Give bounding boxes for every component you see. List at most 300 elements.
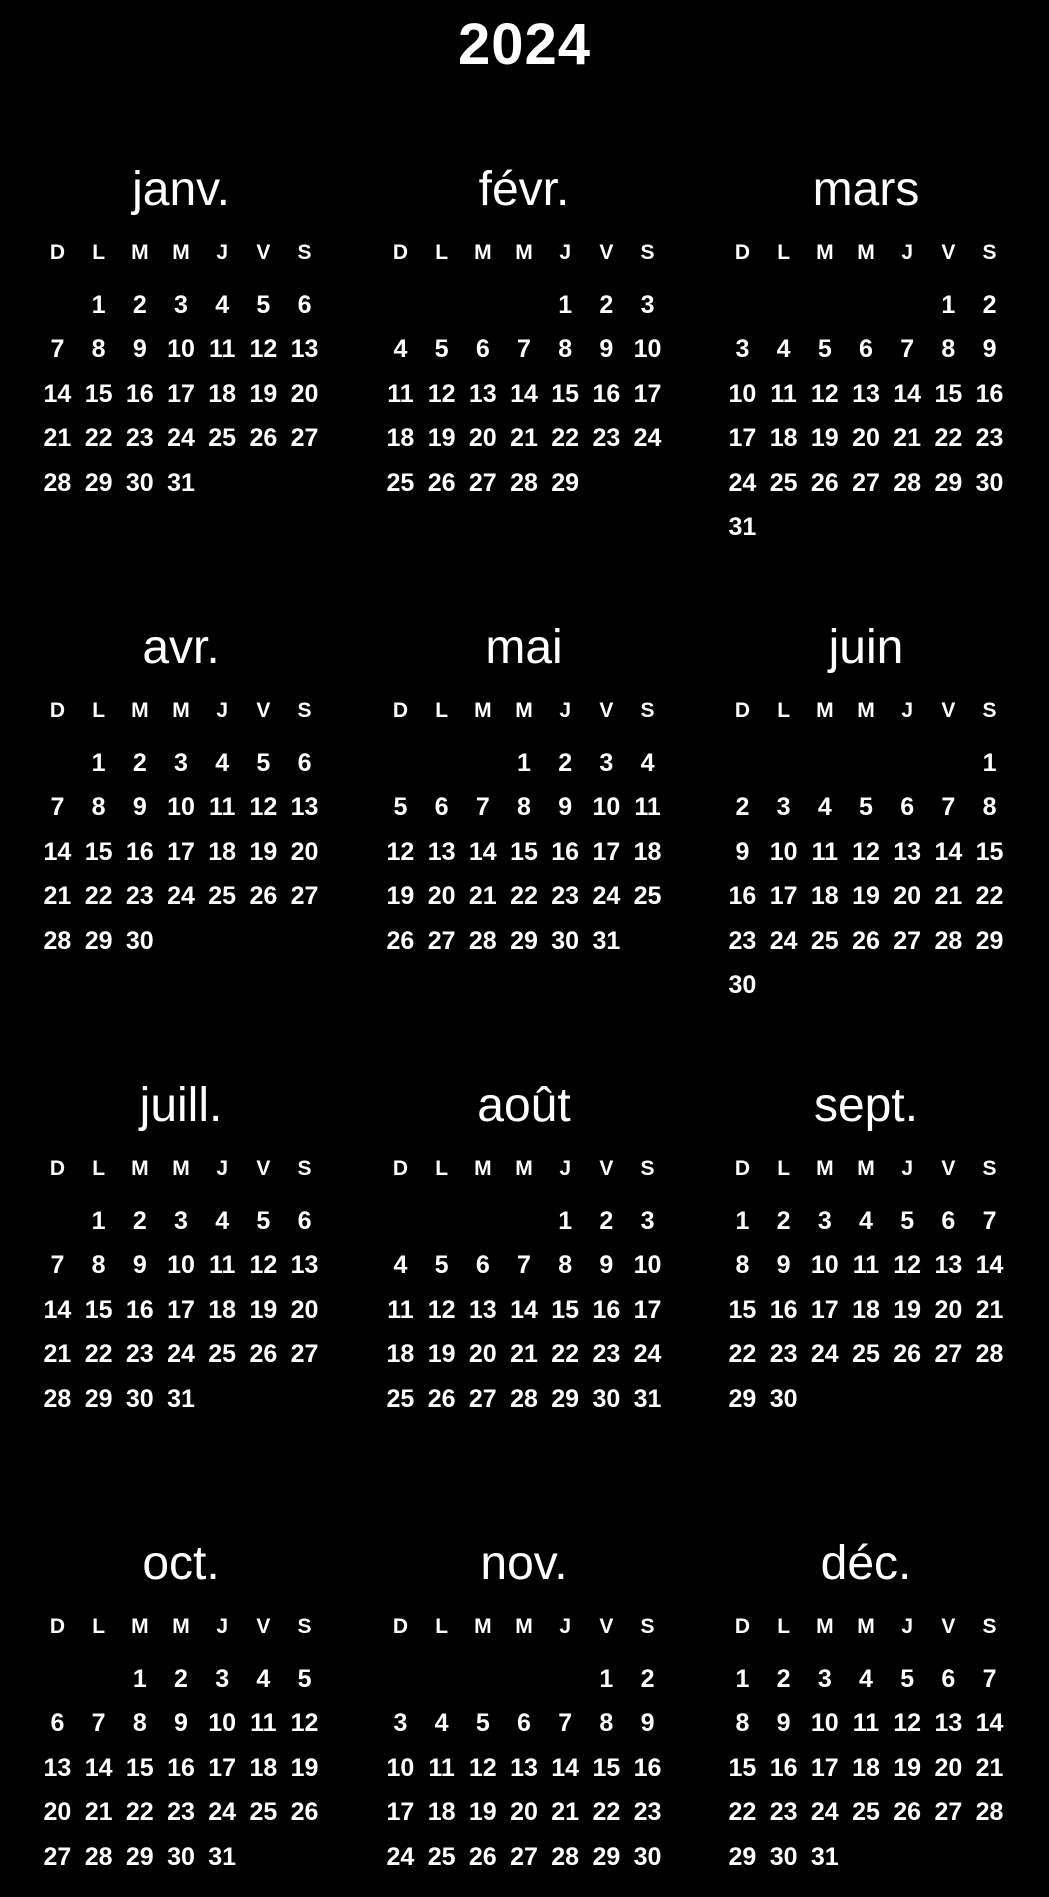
day-cell[interactable]: 27 <box>510 1842 538 1871</box>
day-cell[interactable]: 6 <box>297 1206 312 1235</box>
day-cell[interactable]: 19 <box>249 1295 278 1324</box>
day-cell[interactable]: 9 <box>776 1709 791 1737</box>
day-cell[interactable]: 17 <box>633 1295 662 1324</box>
day-cell[interactable]: 13 <box>893 837 922 866</box>
day-cell[interactable]: 25 <box>249 1798 278 1826</box>
day-cell[interactable]: 28 <box>934 926 963 955</box>
day-cell[interactable]: 22 <box>592 1798 621 1826</box>
day-cell[interactable]: 7 <box>517 335 531 363</box>
day-cell[interactable]: 22 <box>551 424 580 452</box>
day-cell[interactable]: 4 <box>393 1251 408 1279</box>
day-cell[interactable]: 11 <box>387 1295 414 1324</box>
day-cell[interactable]: 21 <box>43 1340 72 1368</box>
day-cell[interactable]: 21 <box>84 1798 113 1826</box>
day-cell[interactable]: 30 <box>551 926 580 955</box>
day-cell[interactable]: 6 <box>434 793 449 821</box>
day-cell[interactable]: 1 <box>517 748 531 777</box>
day-cell[interactable]: 23 <box>551 882 580 910</box>
day-cell[interactable]: 2 <box>599 1206 614 1235</box>
day-cell[interactable]: 4 <box>434 1709 449 1737</box>
day-cell[interactable]: 10 <box>633 335 662 363</box>
day-cell[interactable]: 3 <box>599 748 614 777</box>
day-cell[interactable]: 16 <box>975 379 1004 408</box>
day-cell[interactable]: 12 <box>852 837 880 866</box>
day-cell[interactable]: 24 <box>810 1340 839 1368</box>
day-cell[interactable]: 17 <box>167 379 195 408</box>
day-cell[interactable]: 30 <box>125 926 154 955</box>
day-cell[interactable]: 7 <box>50 335 65 363</box>
day-cell[interactable]: 9 <box>132 335 147 363</box>
day-cell[interactable]: 31 <box>810 1842 839 1871</box>
day-cell[interactable]: 15 <box>728 1295 757 1324</box>
day-cell[interactable]: 28 <box>975 1798 1004 1826</box>
day-cell[interactable]: 22 <box>125 1798 154 1826</box>
day-cell[interactable]: 6 <box>50 1709 65 1737</box>
day-cell[interactable]: 27 <box>468 468 497 497</box>
day-cell[interactable]: 16 <box>769 1753 798 1782</box>
day-cell[interactable]: 23 <box>975 424 1004 452</box>
day-cell[interactable]: 12 <box>290 1709 319 1737</box>
day-cell[interactable]: 12 <box>893 1709 922 1737</box>
day-cell[interactable]: 16 <box>592 1295 621 1324</box>
day-cell[interactable]: 30 <box>769 1842 798 1871</box>
day-cell[interactable]: 27 <box>893 926 922 955</box>
day-cell[interactable]: 16 <box>728 882 757 910</box>
day-cell[interactable]: 3 <box>215 1664 230 1693</box>
day-cell[interactable]: 12 <box>249 1251 278 1279</box>
day-cell[interactable]: 22 <box>728 1798 757 1826</box>
day-cell[interactable]: 27 <box>934 1340 963 1368</box>
day-cell[interactable]: 2 <box>776 1664 791 1693</box>
day-cell[interactable]: 26 <box>810 468 839 497</box>
day-cell[interactable]: 5 <box>297 1664 312 1693</box>
day-cell[interactable]: 4 <box>256 1664 271 1693</box>
day-cell[interactable]: 14 <box>510 379 538 408</box>
day-cell[interactable]: 17 <box>769 882 798 910</box>
day-cell[interactable]: 20 <box>468 1340 497 1368</box>
day-cell[interactable]: 27 <box>852 468 880 497</box>
day-cell[interactable]: 16 <box>633 1753 662 1782</box>
day-cell[interactable]: 12 <box>427 1295 456 1324</box>
day-cell[interactable]: 13 <box>468 379 497 408</box>
day-cell[interactable]: 31 <box>592 926 621 955</box>
day-cell[interactable]: 10 <box>728 379 757 408</box>
day-cell[interactable]: 19 <box>810 424 839 452</box>
day-cell[interactable]: 27 <box>468 1384 497 1413</box>
day-cell[interactable]: 15 <box>84 837 113 866</box>
day-cell[interactable]: 28 <box>975 1340 1004 1368</box>
day-cell[interactable]: 16 <box>167 1753 195 1782</box>
day-cell[interactable]: 8 <box>982 793 997 821</box>
day-cell[interactable]: 15 <box>551 1295 580 1324</box>
day-cell[interactable]: 4 <box>859 1664 873 1693</box>
day-cell[interactable]: 10 <box>810 1709 839 1737</box>
day-cell[interactable]: 2 <box>174 1664 188 1693</box>
day-cell[interactable]: 21 <box>934 882 963 910</box>
day-cell[interactable]: 15 <box>592 1753 621 1782</box>
day-cell[interactable]: 17 <box>167 837 195 866</box>
day-cell[interactable]: 15 <box>934 379 963 408</box>
day-cell[interactable]: 16 <box>125 379 154 408</box>
day-cell[interactable]: 19 <box>249 837 278 866</box>
day-cell[interactable]: 4 <box>215 290 230 319</box>
day-cell[interactable]: 20 <box>510 1798 538 1826</box>
day-cell[interactable]: 15 <box>125 1753 154 1782</box>
day-cell[interactable]: 24 <box>633 1340 662 1368</box>
day-cell[interactable]: 31 <box>728 513 757 541</box>
day-cell[interactable]: 23 <box>125 1340 154 1368</box>
day-cell[interactable]: 15 <box>728 1753 757 1782</box>
day-cell[interactable]: 7 <box>900 335 915 363</box>
day-cell[interactable]: 12 <box>249 793 278 821</box>
day-cell[interactable]: 30 <box>125 1384 154 1413</box>
day-cell[interactable]: 20 <box>934 1295 963 1324</box>
day-cell[interactable]: 2 <box>735 793 750 821</box>
day-cell[interactable]: 23 <box>769 1340 798 1368</box>
day-cell[interactable]: 7 <box>982 1664 997 1693</box>
day-cell[interactable]: 26 <box>386 926 415 955</box>
day-cell[interactable]: 11 <box>208 793 236 821</box>
day-cell[interactable]: 18 <box>208 837 237 866</box>
day-cell[interactable]: 18 <box>249 1753 278 1782</box>
day-cell[interactable]: 29 <box>934 468 963 497</box>
day-cell[interactable]: 20 <box>934 1753 963 1782</box>
day-cell[interactable]: 11 <box>387 379 414 408</box>
day-cell[interactable]: 25 <box>427 1842 456 1871</box>
day-cell[interactable]: 8 <box>941 335 956 363</box>
day-cell[interactable]: 5 <box>434 1251 449 1279</box>
day-cell[interactable]: 18 <box>427 1798 456 1826</box>
day-cell[interactable]: 21 <box>43 882 72 910</box>
day-cell[interactable]: 10 <box>167 793 195 821</box>
day-cell[interactable]: 11 <box>208 1251 236 1279</box>
day-cell[interactable]: 2 <box>982 290 997 319</box>
day-cell[interactable]: 6 <box>517 1709 531 1737</box>
day-cell[interactable]: 24 <box>769 926 798 955</box>
day-cell[interactable]: 1 <box>735 1206 750 1235</box>
day-cell[interactable]: 22 <box>84 424 113 452</box>
day-cell[interactable]: 20 <box>43 1798 72 1826</box>
day-cell[interactable]: 8 <box>91 793 106 821</box>
day-cell[interactable]: 21 <box>893 424 922 452</box>
day-cell[interactable]: 13 <box>934 1251 963 1279</box>
day-cell[interactable]: 25 <box>852 1340 880 1368</box>
day-cell[interactable]: 11 <box>634 793 661 821</box>
day-cell[interactable]: 18 <box>769 424 798 452</box>
day-cell[interactable]: 11 <box>852 1709 880 1737</box>
day-cell[interactable]: 5 <box>900 1206 915 1235</box>
day-cell[interactable]: 8 <box>735 1251 750 1279</box>
day-cell[interactable]: 5 <box>393 793 408 821</box>
day-cell[interactable]: 11 <box>428 1753 455 1782</box>
day-cell[interactable]: 1 <box>132 1664 147 1693</box>
day-cell[interactable]: 4 <box>776 335 791 363</box>
day-cell[interactable]: 14 <box>43 837 72 866</box>
day-cell[interactable]: 17 <box>728 424 757 452</box>
day-cell[interactable]: 5 <box>256 290 271 319</box>
day-cell[interactable]: 23 <box>769 1798 798 1826</box>
day-cell[interactable]: 29 <box>728 1384 757 1413</box>
day-cell[interactable]: 21 <box>551 1798 580 1826</box>
day-cell[interactable]: 8 <box>735 1709 750 1737</box>
day-cell[interactable]: 26 <box>249 424 278 452</box>
day-cell[interactable]: 26 <box>249 882 278 910</box>
day-cell[interactable]: 12 <box>893 1251 922 1279</box>
day-cell[interactable]: 6 <box>475 1251 490 1279</box>
day-cell[interactable]: 21 <box>975 1295 1004 1324</box>
day-cell[interactable]: 5 <box>817 335 832 363</box>
day-cell[interactable]: 5 <box>900 1664 915 1693</box>
day-cell[interactable]: 17 <box>592 837 621 866</box>
day-cell[interactable]: 22 <box>510 882 538 910</box>
day-cell[interactable]: 1 <box>91 748 106 777</box>
day-cell[interactable]: 14 <box>975 1251 1004 1279</box>
day-cell[interactable]: 4 <box>393 335 408 363</box>
day-cell[interactable]: 18 <box>852 1295 880 1324</box>
day-cell[interactable]: 26 <box>290 1798 319 1826</box>
day-cell[interactable]: 28 <box>510 1384 538 1413</box>
day-cell[interactable]: 31 <box>633 1384 662 1413</box>
day-cell[interactable]: 20 <box>427 882 456 910</box>
day-cell[interactable]: 28 <box>43 468 72 497</box>
day-cell[interactable]: 24 <box>386 1842 415 1871</box>
day-cell[interactable]: 6 <box>859 335 873 363</box>
day-cell[interactable]: 21 <box>43 424 72 452</box>
day-cell[interactable]: 23 <box>125 882 154 910</box>
day-cell[interactable]: 23 <box>125 424 154 452</box>
day-cell[interactable]: 9 <box>982 335 997 363</box>
day-cell[interactable]: 23 <box>633 1798 662 1826</box>
day-cell[interactable]: 2 <box>132 748 147 777</box>
day-cell[interactable]: 12 <box>386 837 415 866</box>
day-cell[interactable]: 29 <box>975 926 1004 955</box>
day-cell[interactable]: 7 <box>50 1251 65 1279</box>
day-cell[interactable]: 6 <box>941 1664 956 1693</box>
day-cell[interactable]: 7 <box>91 1709 106 1737</box>
day-cell[interactable]: 3 <box>776 793 791 821</box>
day-cell[interactable]: 14 <box>468 837 497 866</box>
day-cell[interactable]: 30 <box>769 1384 798 1413</box>
day-cell[interactable]: 21 <box>510 424 538 452</box>
day-cell[interactable]: 22 <box>934 424 963 452</box>
day-cell[interactable]: 11 <box>852 1251 880 1279</box>
day-cell[interactable]: 22 <box>728 1340 757 1368</box>
day-cell[interactable]: 9 <box>558 793 573 821</box>
day-cell[interactable]: 27 <box>427 926 456 955</box>
day-cell[interactable]: 28 <box>43 1384 72 1413</box>
day-cell[interactable]: 10 <box>592 793 621 821</box>
day-cell[interactable]: 7 <box>475 793 490 821</box>
day-cell[interactable]: 8 <box>558 1251 573 1279</box>
day-cell[interactable]: 1 <box>982 748 997 777</box>
day-cell[interactable]: 26 <box>427 468 456 497</box>
day-cell[interactable]: 6 <box>941 1206 956 1235</box>
day-cell[interactable]: 26 <box>893 1798 922 1826</box>
day-cell[interactable]: 18 <box>386 424 415 452</box>
day-cell[interactable]: 4 <box>640 748 655 777</box>
day-cell[interactable]: 10 <box>810 1251 839 1279</box>
day-cell[interactable]: 24 <box>167 424 195 452</box>
day-cell[interactable]: 3 <box>393 1709 408 1737</box>
day-cell[interactable]: 3 <box>174 748 188 777</box>
day-cell[interactable]: 1 <box>735 1664 750 1693</box>
day-cell[interactable]: 1 <box>91 1206 106 1235</box>
day-cell[interactable]: 28 <box>84 1842 113 1871</box>
day-cell[interactable]: 18 <box>810 882 839 910</box>
day-cell[interactable]: 29 <box>551 468 580 497</box>
day-cell[interactable]: 3 <box>735 335 750 363</box>
day-cell[interactable]: 27 <box>290 424 319 452</box>
day-cell[interactable]: 18 <box>208 1295 237 1324</box>
day-cell[interactable]: 17 <box>810 1753 839 1782</box>
day-cell[interactable]: 24 <box>167 882 195 910</box>
day-cell[interactable]: 26 <box>249 1340 278 1368</box>
day-cell[interactable]: 8 <box>558 335 573 363</box>
day-cell[interactable]: 27 <box>934 1798 963 1826</box>
day-cell[interactable]: 25 <box>208 1340 237 1368</box>
day-cell[interactable]: 10 <box>386 1753 415 1782</box>
day-cell[interactable]: 29 <box>84 1384 113 1413</box>
day-cell[interactable]: 2 <box>776 1206 791 1235</box>
day-cell[interactable]: 17 <box>208 1753 237 1782</box>
day-cell[interactable]: 2 <box>132 290 147 319</box>
day-cell[interactable]: 24 <box>810 1798 839 1826</box>
day-cell[interactable]: 5 <box>256 1206 271 1235</box>
day-cell[interactable]: 22 <box>975 882 1004 910</box>
day-cell[interactable]: 15 <box>551 379 580 408</box>
day-cell[interactable]: 28 <box>510 468 538 497</box>
day-cell[interactable]: 29 <box>125 1842 154 1871</box>
day-cell[interactable]: 31 <box>167 1384 195 1413</box>
day-cell[interactable]: 14 <box>893 379 922 408</box>
day-cell[interactable]: 7 <box>558 1709 573 1737</box>
day-cell[interactable]: 18 <box>633 837 662 866</box>
day-cell[interactable]: 24 <box>167 1340 195 1368</box>
day-cell[interactable]: 14 <box>551 1753 580 1782</box>
day-cell[interactable]: 26 <box>427 1384 456 1413</box>
day-cell[interactable]: 28 <box>468 926 497 955</box>
day-cell[interactable]: 19 <box>427 1340 456 1368</box>
day-cell[interactable]: 3 <box>640 290 655 319</box>
day-cell[interactable]: 19 <box>893 1753 922 1782</box>
day-cell[interactable]: 13 <box>852 379 880 408</box>
day-cell[interactable]: 14 <box>934 837 963 866</box>
day-cell[interactable]: 13 <box>468 1295 497 1324</box>
day-cell[interactable]: 16 <box>125 1295 154 1324</box>
day-cell[interactable]: 11 <box>250 1709 277 1737</box>
day-cell[interactable]: 21 <box>975 1753 1004 1782</box>
day-cell[interactable]: 5 <box>434 335 449 363</box>
day-cell[interactable]: 25 <box>769 468 798 497</box>
day-cell[interactable]: 13 <box>427 837 456 866</box>
day-cell[interactable]: 3 <box>640 1206 655 1235</box>
day-cell[interactable]: 9 <box>735 837 750 866</box>
day-cell[interactable]: 8 <box>599 1709 614 1737</box>
day-cell[interactable]: 23 <box>592 1340 621 1368</box>
day-cell[interactable]: 12 <box>249 335 278 363</box>
day-cell[interactable]: 21 <box>510 1340 538 1368</box>
day-cell[interactable]: 7 <box>50 793 65 821</box>
day-cell[interactable]: 22 <box>84 1340 113 1368</box>
day-cell[interactable]: 6 <box>900 793 915 821</box>
day-cell[interactable]: 30 <box>167 1842 195 1871</box>
day-cell[interactable]: 9 <box>640 1709 655 1737</box>
day-cell[interactable]: 5 <box>256 748 271 777</box>
day-cell[interactable]: 30 <box>592 1384 621 1413</box>
day-cell[interactable]: 10 <box>167 1251 195 1279</box>
day-cell[interactable]: 2 <box>599 290 614 319</box>
day-cell[interactable]: 20 <box>290 837 319 866</box>
day-cell[interactable]: 14 <box>975 1709 1004 1737</box>
day-cell[interactable]: 31 <box>208 1842 237 1871</box>
day-cell[interactable]: 22 <box>84 882 113 910</box>
day-cell[interactable]: 10 <box>769 837 798 866</box>
day-cell[interactable]: 17 <box>633 379 662 408</box>
day-cell[interactable]: 29 <box>510 926 538 955</box>
day-cell[interactable]: 31 <box>167 468 195 497</box>
day-cell[interactable]: 27 <box>290 1340 319 1368</box>
day-cell[interactable]: 11 <box>811 837 839 866</box>
day-cell[interactable]: 19 <box>249 379 278 408</box>
day-cell[interactable]: 4 <box>215 1206 230 1235</box>
day-cell[interactable]: 16 <box>551 837 580 866</box>
day-cell[interactable]: 28 <box>551 1842 580 1871</box>
day-cell[interactable]: 7 <box>517 1251 531 1279</box>
day-cell[interactable]: 3 <box>174 1206 188 1235</box>
day-cell[interactable]: 30 <box>975 468 1004 497</box>
day-cell[interactable]: 12 <box>427 379 456 408</box>
day-cell[interactable]: 23 <box>592 424 621 452</box>
day-cell[interactable]: 21 <box>468 882 497 910</box>
day-cell[interactable]: 26 <box>852 926 880 955</box>
day-cell[interactable]: 14 <box>43 379 72 408</box>
day-cell[interactable]: 25 <box>852 1798 880 1826</box>
day-cell[interactable]: 25 <box>386 1384 415 1413</box>
day-cell[interactable]: 24 <box>208 1798 237 1826</box>
day-cell[interactable]: 26 <box>468 1842 497 1871</box>
day-cell[interactable]: 19 <box>386 882 415 910</box>
day-cell[interactable]: 6 <box>297 748 312 777</box>
day-cell[interactable]: 8 <box>91 335 106 363</box>
day-cell[interactable]: 11 <box>208 335 236 363</box>
day-cell[interactable]: 25 <box>208 882 237 910</box>
day-cell[interactable]: 1 <box>558 1206 573 1235</box>
day-cell[interactable]: 29 <box>592 1842 621 1871</box>
day-cell[interactable]: 13 <box>43 1753 72 1782</box>
day-cell[interactable]: 13 <box>290 335 319 363</box>
day-cell[interactable]: 27 <box>290 882 319 910</box>
day-cell[interactable]: 30 <box>633 1842 662 1871</box>
day-cell[interactable]: 27 <box>43 1842 72 1871</box>
day-cell[interactable]: 1 <box>91 290 106 319</box>
day-cell[interactable]: 29 <box>84 926 113 955</box>
day-cell[interactable]: 24 <box>633 424 662 452</box>
day-cell[interactable]: 16 <box>592 379 621 408</box>
day-cell[interactable]: 13 <box>290 1251 319 1279</box>
day-cell[interactable]: 15 <box>84 1295 113 1324</box>
day-cell[interactable]: 30 <box>125 468 154 497</box>
day-cell[interactable]: 10 <box>167 335 195 363</box>
day-cell[interactable]: 14 <box>510 1295 538 1324</box>
day-cell[interactable]: 15 <box>510 837 538 866</box>
day-cell[interactable]: 19 <box>290 1753 319 1782</box>
day-cell[interactable]: 30 <box>728 971 757 999</box>
day-cell[interactable]: 20 <box>852 424 880 452</box>
day-cell[interactable]: 20 <box>290 1295 319 1324</box>
day-cell[interactable]: 9 <box>599 335 614 363</box>
day-cell[interactable]: 4 <box>859 1206 873 1235</box>
day-cell[interactable]: 9 <box>132 793 147 821</box>
